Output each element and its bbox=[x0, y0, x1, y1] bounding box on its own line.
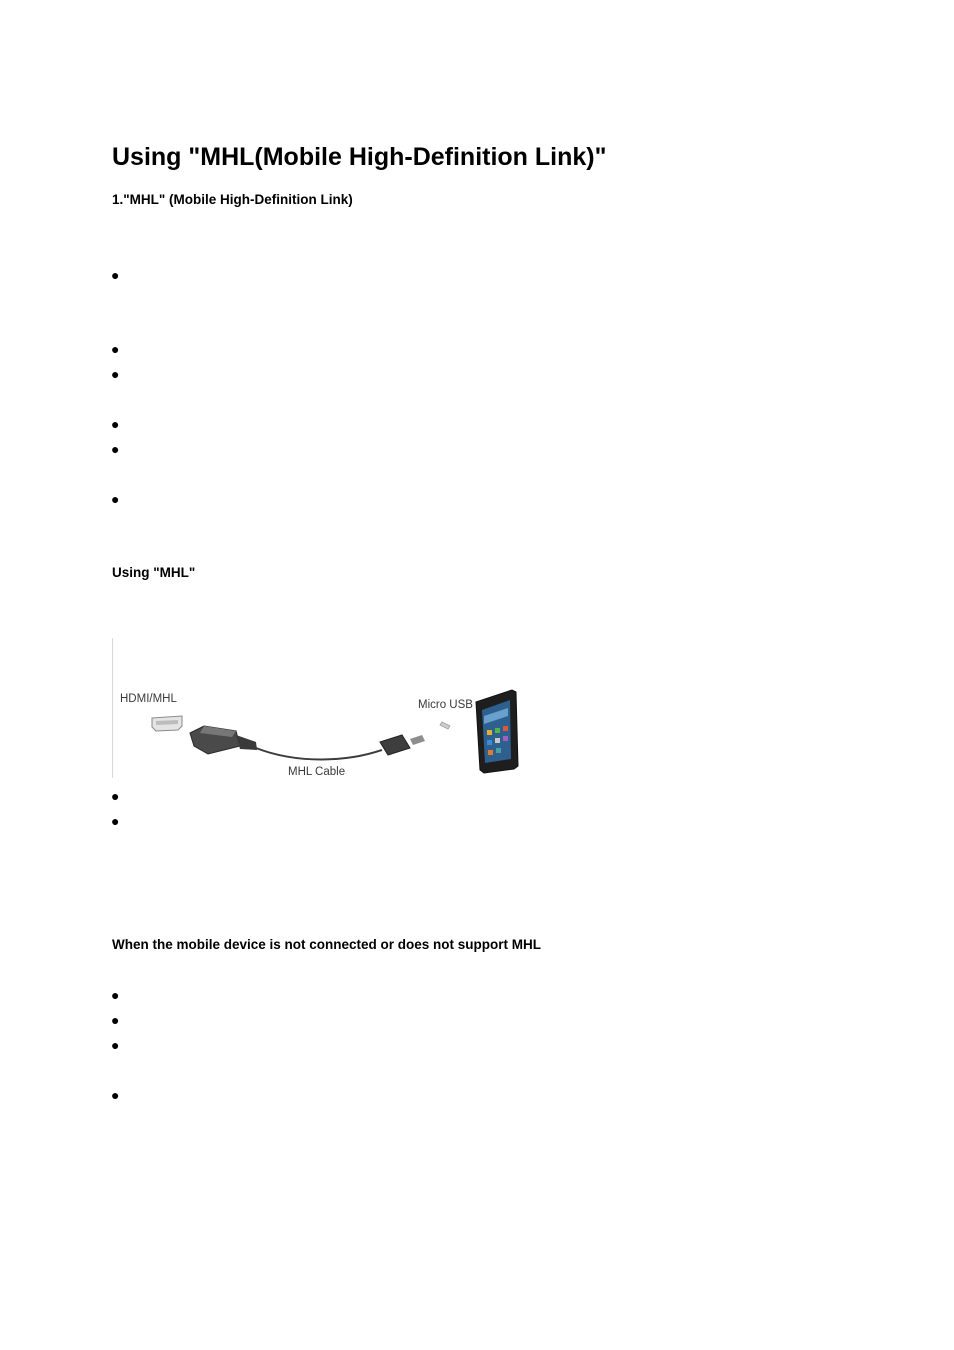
bullet-marker: ● bbox=[111, 366, 120, 382]
bullet-marker: ● bbox=[111, 341, 120, 357]
micro-usb-label: Micro USB bbox=[418, 699, 473, 711]
bullet-marker: ● bbox=[111, 1012, 120, 1028]
micro-usb-plug-icon bbox=[380, 735, 425, 755]
bullet-marker: ● bbox=[111, 788, 120, 804]
mhl-connection-diagram bbox=[112, 638, 532, 783]
hdmi-plug-icon bbox=[190, 726, 257, 754]
bullet-marker: ● bbox=[111, 441, 120, 457]
section-heading-using-mhl: Using "MHL" bbox=[112, 565, 196, 580]
bullet-marker: ● bbox=[111, 491, 120, 507]
hdmi-port-icon bbox=[152, 716, 182, 731]
page-title: Using "MHL(Mobile High-Definition Link)" bbox=[112, 143, 607, 171]
bullet-marker: ● bbox=[111, 1037, 120, 1053]
micro-usb-port-icon bbox=[440, 722, 450, 729]
bullet-marker: ● bbox=[111, 267, 120, 283]
bullet-marker: ● bbox=[111, 416, 120, 432]
hdmi-mhl-label: HDMI/MHL bbox=[120, 693, 177, 705]
smartphone-icon bbox=[476, 690, 518, 773]
mhl-cable-label: MHL Cable bbox=[288, 766, 346, 778]
bullet-marker: ● bbox=[111, 813, 120, 829]
mhl-cable-line bbox=[256, 748, 382, 760]
section-heading-not-connected: When the mobile device is not connected or does not support MHL bbox=[112, 937, 542, 952]
section-heading-mhl: 1."MHL" (Mobile High-Definition Link) bbox=[112, 192, 353, 207]
bullet-marker: ● bbox=[111, 1087, 120, 1103]
bullet-marker: ● bbox=[111, 987, 120, 1003]
